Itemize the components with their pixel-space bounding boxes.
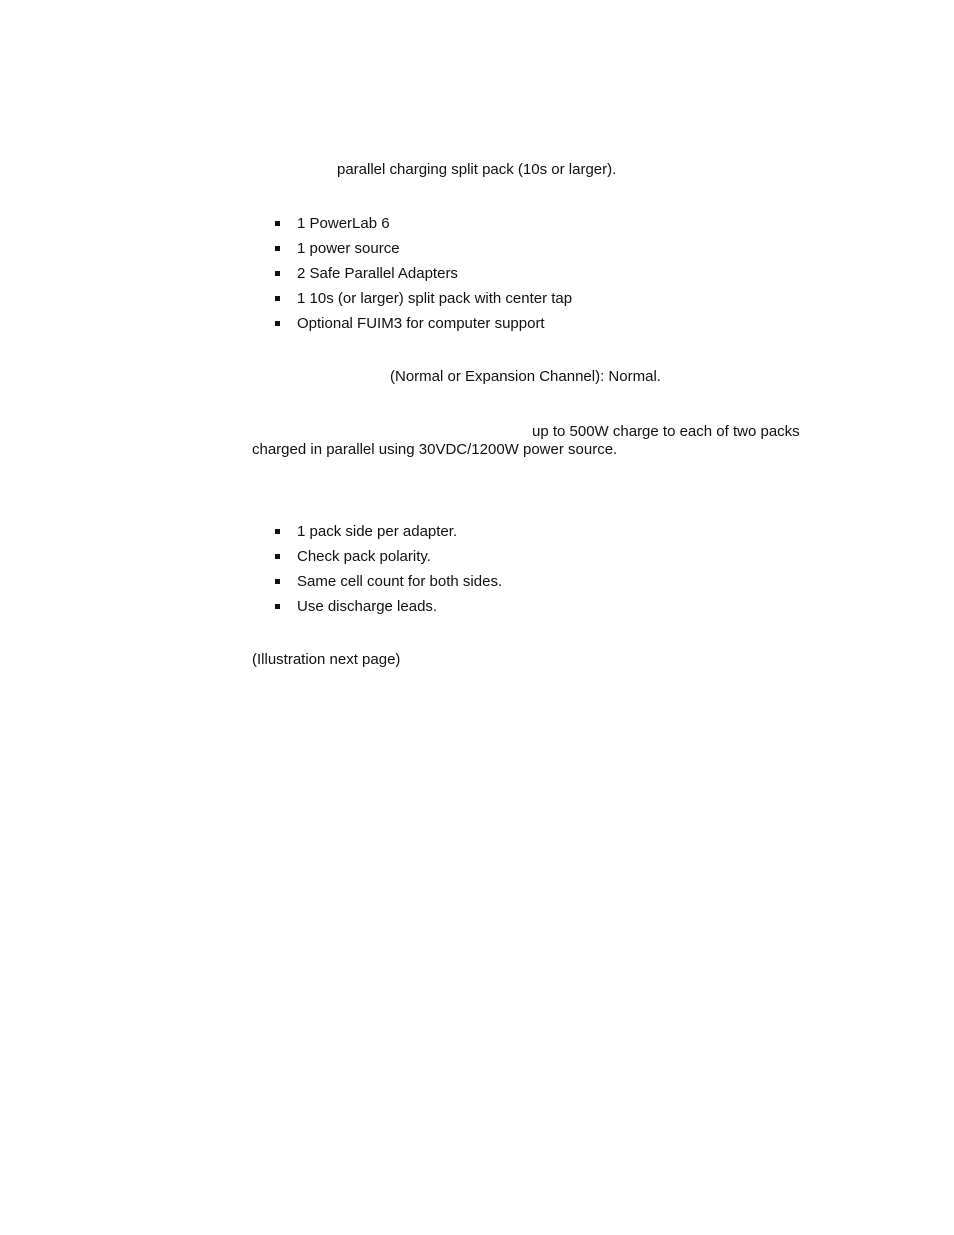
charge-text-line-1: up to 500W charge to each of two packs <box>532 423 800 440</box>
square-bullet-icon <box>275 296 280 301</box>
square-bullet-icon <box>275 529 280 534</box>
square-bullet-icon <box>275 554 280 559</box>
square-bullet-icon <box>275 321 280 326</box>
intro-text: parallel charging split pack (10s or larger). <box>337 161 617 178</box>
square-bullet-icon <box>275 271 280 276</box>
footer-note: (Illustration next page) <box>252 651 401 668</box>
square-bullet-icon <box>275 246 280 251</box>
square-bullet-icon <box>275 579 280 584</box>
square-bullet-icon <box>275 604 280 609</box>
square-bullet-icon <box>275 221 280 226</box>
channel-text: (Normal or Expansion Channel): Normal. <box>390 368 661 385</box>
charge-text-line-2: charged in parallel using 30VDC/1200W power source. <box>252 441 618 458</box>
